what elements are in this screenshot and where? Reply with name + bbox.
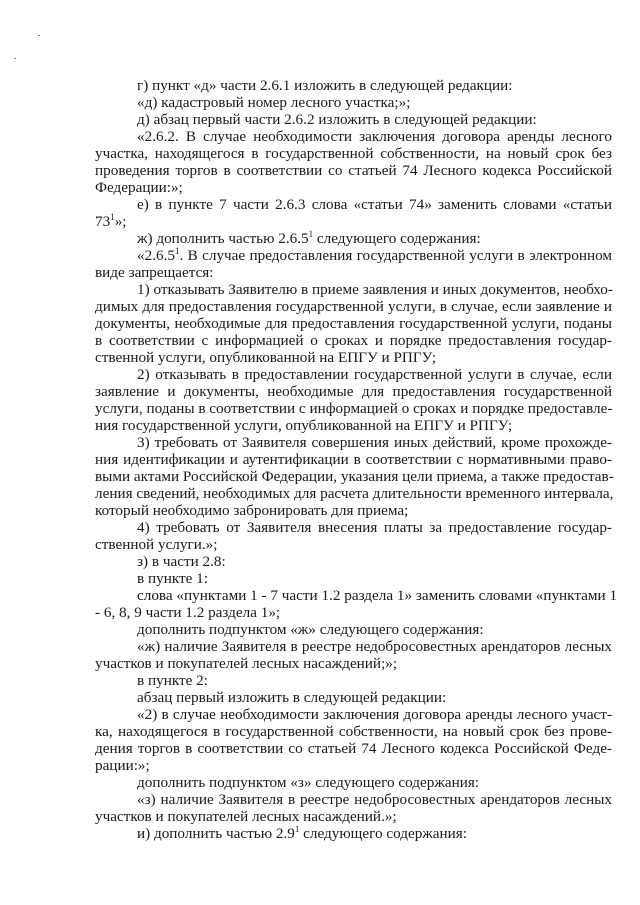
text-line [95, 689, 612, 706]
line-text: проведения торгов в соответствии со статьей 74 Лесного кодекса Российской [95, 162, 612, 179]
line-text: в пункте 2: [137, 672, 208, 689]
line-text: г) пункт «д» части 2.6.1 изложить в следующей редакции: [137, 77, 513, 94]
text-line [95, 536, 612, 553]
text-line [95, 604, 612, 621]
scan-speck [14, 58, 16, 59]
line-text: «д) кадастровый номер лесного участка;»; [137, 94, 411, 111]
text-line [95, 825, 612, 842]
text-line [95, 179, 612, 196]
line-text: 3) требовать от Заявителя совершения иных действий, кроме прохожде- [137, 434, 612, 451]
line-text: д) абзац первый части 2.6.2 изложить в следующей редакции: [137, 111, 537, 128]
line-text: услуги, поданы в соответствии с информацией о сроках и порядке предоставле- [95, 400, 613, 417]
line-text: заявление и документы, необходимые для предоставления государственной [95, 383, 612, 400]
text-line [95, 111, 612, 128]
line-text: участка, находящегося в государственной собственности, на новый срок без [95, 145, 612, 162]
superscript: 1 [110, 212, 115, 222]
text-line [95, 94, 612, 111]
line-text: и) дополнить частью 2.9 [137, 825, 295, 842]
text-line [95, 281, 612, 298]
line-text: в соответствии с информацией о сроках и порядке предоставления государ- [95, 332, 612, 349]
text-line [95, 332, 612, 349]
line-text: е) в пункте 7 части 2.6.3 слова «статьи 74» заменить словами «статьи [137, 196, 612, 213]
text-line [95, 519, 612, 536]
text-line [95, 502, 612, 519]
text-line [95, 383, 612, 400]
text-line [95, 587, 618, 604]
text-line [95, 468, 612, 485]
line-text: в пункте 1: [137, 570, 208, 587]
line-text: 73 [95, 213, 111, 230]
superscript: 1 [308, 229, 314, 239]
text-line [95, 706, 612, 723]
line-text: слова «пунктами 1 - 7 части 1.2 раздела 1» заменить словами «пунктами 1 [137, 587, 618, 604]
text-line [95, 145, 612, 162]
line-text: дополнить подпунктом «ж» следующего содержания: [137, 621, 484, 638]
superscript: 1 [174, 246, 180, 256]
line-text: документы, необходимые для предоставления государственной услуги, поданы [95, 315, 612, 332]
line-text: который необходимо забронировать для приема; [95, 502, 409, 519]
line-text: ственной услуги.»; [95, 536, 218, 553]
text-line [95, 808, 612, 825]
line-text-continuation: следующего содержания: [299, 825, 467, 842]
text-line [95, 417, 612, 434]
line-text: 1) отказывать Заявителю в приеме заявления и иных документов, необхо- [137, 281, 613, 298]
line-text: «2) в случае необходимости заключения договора аренды лесного участ- [137, 706, 612, 723]
line-text: «2.6.2. В случае необходимости заключения договора аренды лесного [137, 128, 612, 145]
line-text: з) в части 2.8: [137, 553, 226, 570]
text-line [95, 553, 612, 570]
text-line [95, 570, 612, 587]
line-text: Федерации:»; [95, 179, 183, 196]
text-line [95, 196, 612, 213]
line-text: ка, находящегося в государственной собственности, на новый срок без прове- [95, 723, 612, 740]
line-text-continuation: »; [114, 213, 127, 230]
line-text: «2.6.5 [137, 247, 175, 264]
document-body [95, 77, 618, 842]
text-line [95, 723, 612, 740]
text-line [95, 434, 612, 451]
line-text: димых для предоставления государственной услуги, в случае, если заявление и [95, 298, 612, 315]
line-text: дения торгов в соответствии со статьей 74 Лесного кодекса Российской Феде- [95, 740, 612, 757]
text-line [95, 400, 612, 417]
superscript: 1 [294, 824, 300, 834]
line-text: «ж) наличие Заявителя в реестре недобросовестных арендаторов лесных [137, 638, 612, 655]
text-line [95, 791, 612, 808]
text-line [95, 128, 612, 145]
scan-speck [38, 35, 40, 36]
line-text: 4) требовать от Заявителя внесения платы за предоставление государ- [137, 519, 612, 536]
text-line [95, 774, 612, 791]
text-line [95, 621, 612, 638]
text-line [95, 264, 612, 281]
line-text: виде запрещается: [95, 264, 214, 281]
text-line [95, 672, 612, 689]
text-line [95, 162, 612, 179]
text-line [95, 451, 612, 468]
line-text: ления сведений, необходимых для расчета длительности временного интервала, [95, 485, 614, 502]
line-text: - 6, 8, 9 части 1.2 раздела 1»; [95, 604, 281, 621]
line-text: ственной услуги, опубликованной на ЕПГУ и РПГУ; [95, 349, 437, 366]
text-line [95, 349, 612, 366]
text-line [95, 485, 612, 502]
text-line [95, 247, 612, 264]
text-line [95, 757, 612, 774]
line-text: выми актами Российской Федерации, указания цели приема, а также предостав- [95, 468, 614, 485]
line-text-continuation: следующего содержания: [313, 230, 481, 247]
text-line [95, 638, 612, 655]
line-text: участков и покупателей лесных насаждений.»; [95, 808, 397, 825]
text-line [95, 366, 612, 383]
text-line [95, 230, 612, 247]
line-text: участков и покупателей лесных насаждений;»; [95, 655, 398, 672]
line-text: дополнить подпунктом «з» следующего содержания: [137, 774, 480, 791]
text-line [95, 655, 612, 672]
line-text-continuation: . В случае предоставления государственной услуги в электронном [179, 247, 612, 264]
line-text: ния государственной услуги, опубликованной на ЕПГУ и РПГУ; [95, 417, 513, 434]
text-line [95, 77, 612, 94]
line-text: абзац первый изложить в следующей редакции: [137, 689, 447, 706]
text-line [95, 740, 612, 757]
line-text: 2) отказывать в предоставлении государственной услуги в случае, если [137, 366, 612, 383]
line-text: ж) дополнить частью 2.6.5 [137, 230, 309, 247]
text-line [95, 315, 612, 332]
line-text: «з) наличие Заявителя в реестре недобросовестных арендаторов лесных [137, 791, 612, 808]
line-text: ния идентификации и аутентификации в соответствии с нормативными право- [95, 451, 612, 468]
line-text: рации:»; [95, 757, 150, 774]
text-line [95, 298, 612, 315]
text-line [95, 213, 612, 230]
